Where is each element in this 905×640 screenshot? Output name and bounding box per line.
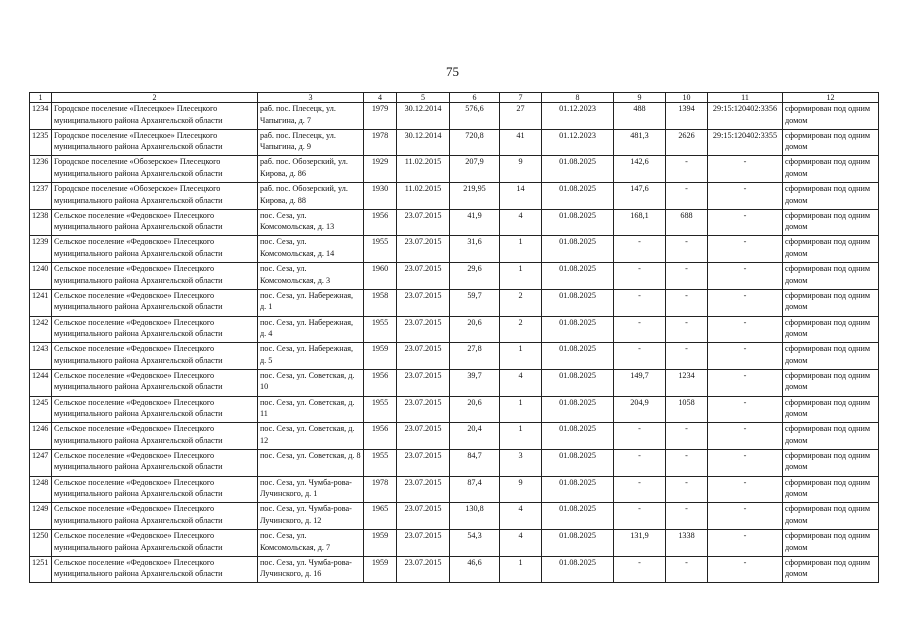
cell-residents: 2 <box>500 289 542 316</box>
table-row <box>30 343 879 370</box>
cell-year-built: 1956 <box>364 369 397 396</box>
page-number: 75 <box>446 64 459 79</box>
cell-residents: 1 <box>500 263 542 290</box>
cell-residents: 1 <box>500 423 542 450</box>
cell-area: 130,8 <box>450 503 500 530</box>
cell-land-status: сформирован под одним домом <box>783 503 879 530</box>
cell-date-recognized: 23.07.2015 <box>397 343 450 370</box>
cell-residents: 4 <box>500 503 542 530</box>
table-row <box>30 530 879 557</box>
column-header-9: 9 <box>614 93 666 103</box>
cell-year-built: 1955 <box>364 316 397 343</box>
cell-address: раб. пос. Обозерский, ул. Кирова, д. 86 <box>258 156 364 183</box>
cell-address: пос. Сеза, ул. Чумба-рова-Лучинского, д. 12 <box>258 503 364 530</box>
cell-land-status: сформирован под одним домом <box>783 396 879 423</box>
table-row <box>30 556 879 583</box>
cell-planned-date: 01.08.2025 <box>542 423 614 450</box>
column-header-10: 10 <box>666 93 708 103</box>
cell-municipality: Сельское поселение «Федовское» Плесецкого муниципального района Архангельской области <box>52 369 258 396</box>
cell-cadastral-value: 1234 <box>666 369 708 396</box>
cell-residents: 1 <box>500 396 542 423</box>
cell-cadastral-number: - <box>708 263 783 290</box>
cell-cadastral-value: - <box>666 556 708 583</box>
column-header-7: 7 <box>500 93 542 103</box>
table-row <box>30 369 879 396</box>
column-header-4: 4 <box>364 93 397 103</box>
cell-address: пос. Сеза, ул. Комсомольская, д. 13 <box>258 209 364 236</box>
cell-municipality: Сельское поселение «Федовское» Плесецкого муниципального района Архангельской области <box>52 343 258 370</box>
table-row <box>30 289 879 316</box>
cell-year-built: 1978 <box>364 476 397 503</box>
cell-land-status: сформирован под одним домом <box>783 236 879 263</box>
cell-row-number: 1249 <box>30 503 52 530</box>
cell-municipality: Городское поселение «Обозерское» Плесецкого муниципального района Архангельской области <box>52 183 258 210</box>
cell-area: 576,6 <box>450 103 500 130</box>
cell-cadastral-value: - <box>666 423 708 450</box>
table-row <box>30 103 879 130</box>
cell-address: пос. Сеза, ул. Набережная, д. 1 <box>258 289 364 316</box>
cell-date-recognized: 30.12.2014 <box>397 129 450 156</box>
cell-planned-date: 01.08.2025 <box>542 263 614 290</box>
cell-planned-date: 01.08.2025 <box>542 396 614 423</box>
cell-cadastral-number: - <box>708 396 783 423</box>
cell-planned-date: 01.08.2025 <box>542 556 614 583</box>
cell-address: раб. пос. Плесецк, ул. Чапыгина, д. 9 <box>258 129 364 156</box>
cell-planned-date: 01.08.2025 <box>542 289 614 316</box>
table-row <box>30 263 879 290</box>
cell-residents: 4 <box>500 369 542 396</box>
cell-municipality: Городское поселение «Плесецкое» Плесецкого муниципального района Архангельской области <box>52 129 258 156</box>
cell-land-area: - <box>614 263 666 290</box>
cell-row-number: 1240 <box>30 263 52 290</box>
cell-date-recognized: 23.07.2015 <box>397 209 450 236</box>
cell-land-area: 142,6 <box>614 156 666 183</box>
cell-date-recognized: 23.07.2015 <box>397 503 450 530</box>
cell-cadastral-number: - <box>708 183 783 210</box>
cell-date-recognized: 11.02.2015 <box>397 183 450 210</box>
table-row <box>30 423 879 450</box>
cell-cadastral-value: - <box>666 263 708 290</box>
cell-year-built: 1959 <box>364 530 397 557</box>
cell-year-built: 1955 <box>364 236 397 263</box>
cell-row-number: 1237 <box>30 183 52 210</box>
cell-planned-date: 01.08.2025 <box>542 156 614 183</box>
cell-address: пос. Сеза, ул. Набережная, д. 5 <box>258 343 364 370</box>
cell-land-area: - <box>614 236 666 263</box>
cell-residents: 3 <box>500 449 542 476</box>
cell-municipality: Сельское поселение «Федовское» Плесецкого муниципального района Архангельской области <box>52 556 258 583</box>
cell-land-status: сформирован под одним домом <box>783 183 879 210</box>
cell-planned-date: 01.08.2025 <box>542 530 614 557</box>
cell-date-recognized: 23.07.2015 <box>397 530 450 557</box>
cell-row-number: 1242 <box>30 316 52 343</box>
cell-row-number: 1246 <box>30 423 52 450</box>
cell-area: 219,95 <box>450 183 500 210</box>
cell-cadastral-number: - <box>708 236 783 263</box>
cell-row-number: 1235 <box>30 129 52 156</box>
cell-cadastral-number: 29:15:120402:3356 <box>708 103 783 130</box>
cell-residents: 4 <box>500 530 542 557</box>
cell-land-status: сформирован под одним домом <box>783 103 879 130</box>
cell-planned-date: 01.08.2025 <box>542 316 614 343</box>
cell-residents: 14 <box>500 183 542 210</box>
cell-residents: 1 <box>500 343 542 370</box>
cell-area: 46,6 <box>450 556 500 583</box>
cell-cadastral-value: - <box>666 503 708 530</box>
cell-cadastral-value: 1394 <box>666 103 708 130</box>
cell-cadastral-value: - <box>666 236 708 263</box>
cell-address: пос. Сеза, ул. Комсомольская, д. 14 <box>258 236 364 263</box>
cell-land-status: сформирован под одним домом <box>783 129 879 156</box>
cell-address: пос. Сеза, ул. Советская, д. 11 <box>258 396 364 423</box>
cell-area: 87,4 <box>450 476 500 503</box>
cell-date-recognized: 23.07.2015 <box>397 476 450 503</box>
cell-municipality: Сельское поселение «Федовское» Плесецкого муниципального района Архангельской области <box>52 449 258 476</box>
cell-address: пос. Сеза, ул. Советская, д. 8 <box>258 449 364 476</box>
cell-municipality: Сельское поселение «Федовское» Плесецкого муниципального района Архангельской области <box>52 316 258 343</box>
table-row <box>30 183 879 210</box>
cell-year-built: 1955 <box>364 396 397 423</box>
table-row <box>30 156 879 183</box>
cell-municipality: Городское поселение «Плесецкое» Плесецкого муниципального района Архангельской области <box>52 103 258 130</box>
cell-date-recognized: 23.07.2015 <box>397 396 450 423</box>
cell-land-area: - <box>614 423 666 450</box>
column-header-1: 1 <box>30 93 52 103</box>
table-row <box>30 396 879 423</box>
cell-residents: 4 <box>500 209 542 236</box>
cell-cadastral-number: - <box>708 369 783 396</box>
cell-land-status: сформирован под одним домом <box>783 209 879 236</box>
cell-area: 41,9 <box>450 209 500 236</box>
cell-planned-date: 01.08.2025 <box>542 236 614 263</box>
cell-land-area: 147,6 <box>614 183 666 210</box>
cell-land-area: - <box>614 476 666 503</box>
cell-municipality: Сельское поселение «Федовское» Плесецкого муниципального района Архангельской области <box>52 236 258 263</box>
cell-cadastral-value: - <box>666 156 708 183</box>
cell-land-area: 149,7 <box>614 369 666 396</box>
cell-municipality: Сельское поселение «Федовское» Плесецкого муниципального района Архангельской области <box>52 263 258 290</box>
cell-cadastral-number: 29:15:120402:3355 <box>708 129 783 156</box>
cell-municipality: Сельское поселение «Федовское» Плесецкого муниципального района Архангельской области <box>52 423 258 450</box>
cell-cadastral-value: - <box>666 183 708 210</box>
cell-residents: 2 <box>500 316 542 343</box>
cell-planned-date: 01.08.2025 <box>542 209 614 236</box>
cell-land-area: 204,9 <box>614 396 666 423</box>
cell-year-built: 1959 <box>364 343 397 370</box>
column-header-6: 6 <box>450 93 500 103</box>
cell-address: пос. Сеза, ул. Набережная, д. 4 <box>258 316 364 343</box>
cell-address: раб. пос. Плесецк, ул. Чапыгина, д. 7 <box>258 103 364 130</box>
cell-area: 207,9 <box>450 156 500 183</box>
cell-address: раб. пос. Обозерский, ул. Кирова, д. 88 <box>258 183 364 210</box>
cell-address: пос. Сеза, ул. Чумба-рова-Лучинского, д. 1 <box>258 476 364 503</box>
cell-area: 720,8 <box>450 129 500 156</box>
cell-row-number: 1243 <box>30 343 52 370</box>
cell-cadastral-number: - <box>708 343 783 370</box>
table-row <box>30 316 879 343</box>
register-table <box>29 92 879 583</box>
cell-land-status: сформирован под одним домом <box>783 449 879 476</box>
cell-planned-date: 01.12.2023 <box>542 103 614 130</box>
cell-residents: 9 <box>500 476 542 503</box>
cell-date-recognized: 11.02.2015 <box>397 156 450 183</box>
cell-land-status: сформирован под одним домом <box>783 343 879 370</box>
cell-row-number: 1234 <box>30 103 52 130</box>
cell-date-recognized: 23.07.2015 <box>397 369 450 396</box>
cell-residents: 27 <box>500 103 542 130</box>
cell-date-recognized: 23.07.2015 <box>397 556 450 583</box>
table-row <box>30 449 879 476</box>
cell-cadastral-value: - <box>666 343 708 370</box>
cell-date-recognized: 30.12.2014 <box>397 103 450 130</box>
cell-land-area: 481,3 <box>614 129 666 156</box>
cell-date-recognized: 23.07.2015 <box>397 449 450 476</box>
cell-land-status: сформирован под одним домом <box>783 369 879 396</box>
table-header-row <box>30 93 879 103</box>
cell-row-number: 1248 <box>30 476 52 503</box>
cell-planned-date: 01.08.2025 <box>542 503 614 530</box>
cell-cadastral-number: - <box>708 209 783 236</box>
cell-cadastral-value: - <box>666 449 708 476</box>
cell-planned-date: 01.12.2023 <box>542 129 614 156</box>
cell-cadastral-number: - <box>708 556 783 583</box>
table-row <box>30 476 879 503</box>
cell-land-status: сформирован под одним домом <box>783 476 879 503</box>
cell-row-number: 1236 <box>30 156 52 183</box>
cell-area: 27,8 <box>450 343 500 370</box>
cell-land-status: сформирован под одним домом <box>783 316 879 343</box>
cell-municipality: Городское поселение «Обозерское» Плесецкого муниципального района Архангельской области <box>52 156 258 183</box>
cell-land-area: - <box>614 289 666 316</box>
cell-area: 29,6 <box>450 263 500 290</box>
cell-residents: 41 <box>500 129 542 156</box>
table-row <box>30 129 879 156</box>
cell-area: 20,4 <box>450 423 500 450</box>
cell-date-recognized: 23.07.2015 <box>397 289 450 316</box>
cell-date-recognized: 23.07.2015 <box>397 236 450 263</box>
cell-cadastral-value: - <box>666 289 708 316</box>
cell-address: пос. Сеза, ул. Советская, д. 12 <box>258 423 364 450</box>
cell-cadastral-number: - <box>708 156 783 183</box>
cell-residents: 9 <box>500 156 542 183</box>
cell-row-number: 1245 <box>30 396 52 423</box>
cell-municipality: Сельское поселение «Федовское» Плесецкого муниципального района Архангельской области <box>52 476 258 503</box>
cell-land-status: сформирован под одним домом <box>783 530 879 557</box>
cell-cadastral-number: - <box>708 316 783 343</box>
cell-year-built: 1930 <box>364 183 397 210</box>
cell-address: пос. Сеза, ул. Советская, д. 10 <box>258 369 364 396</box>
cell-address: пос. Сеза, ул. Комсомольская, д. 3 <box>258 263 364 290</box>
cell-land-status: сформирован под одним домом <box>783 423 879 450</box>
cell-row-number: 1238 <box>30 209 52 236</box>
cell-land-area: 168,1 <box>614 209 666 236</box>
cell-row-number: 1250 <box>30 530 52 557</box>
cell-cadastral-number: - <box>708 289 783 316</box>
cell-cadastral-value: 1338 <box>666 530 708 557</box>
cell-year-built: 1956 <box>364 209 397 236</box>
cell-area: 84,7 <box>450 449 500 476</box>
cell-municipality: Сельское поселение «Федовское» Плесецкого муниципального района Архангельской области <box>52 530 258 557</box>
cell-planned-date: 01.08.2025 <box>542 449 614 476</box>
cell-year-built: 1956 <box>364 423 397 450</box>
cell-planned-date: 01.08.2025 <box>542 369 614 396</box>
column-header-12: 12 <box>783 93 879 103</box>
cell-cadastral-value: 2626 <box>666 129 708 156</box>
cell-cadastral-number: - <box>708 449 783 476</box>
cell-address: пос. Сеза, ул. Комсомольская, д. 7 <box>258 530 364 557</box>
cell-row-number: 1239 <box>30 236 52 263</box>
table-row <box>30 209 879 236</box>
cell-year-built: 1978 <box>364 129 397 156</box>
column-header-3: 3 <box>258 93 364 103</box>
cell-area: 20,6 <box>450 396 500 423</box>
cell-municipality: Сельское поселение «Федовское» Плесецкого муниципального района Архангельской области <box>52 209 258 236</box>
cell-municipality: Сельское поселение «Федовское» Плесецкого муниципального района Архангельской области <box>52 396 258 423</box>
cell-land-area: - <box>614 316 666 343</box>
cell-year-built: 1960 <box>364 263 397 290</box>
cell-land-area: - <box>614 449 666 476</box>
cell-year-built: 1958 <box>364 289 397 316</box>
cell-cadastral-value: - <box>666 316 708 343</box>
cell-year-built: 1965 <box>364 503 397 530</box>
cell-row-number: 1244 <box>30 369 52 396</box>
cell-cadastral-value: - <box>666 476 708 503</box>
cell-year-built: 1929 <box>364 156 397 183</box>
cell-row-number: 1241 <box>30 289 52 316</box>
cell-land-area: - <box>614 503 666 530</box>
cell-cadastral-value: 1058 <box>666 396 708 423</box>
column-header-2: 2 <box>52 93 258 103</box>
table-row <box>30 236 879 263</box>
cell-area: 31,6 <box>450 236 500 263</box>
cell-municipality: Сельское поселение «Федовское» Плесецкого муниципального района Архангельской области <box>52 503 258 530</box>
cell-land-status: сформирован под одним домом <box>783 289 879 316</box>
cell-date-recognized: 23.07.2015 <box>397 316 450 343</box>
cell-year-built: 1959 <box>364 556 397 583</box>
cell-residents: 1 <box>500 556 542 583</box>
cell-area: 20,6 <box>450 316 500 343</box>
cell-cadastral-value: 688 <box>666 209 708 236</box>
cell-area: 39,7 <box>450 369 500 396</box>
cell-area: 59,7 <box>450 289 500 316</box>
cell-cadastral-number: - <box>708 476 783 503</box>
cell-land-status: сформирован под одним домом <box>783 556 879 583</box>
column-header-5: 5 <box>397 93 450 103</box>
cell-year-built: 1979 <box>364 103 397 130</box>
cell-date-recognized: 23.07.2015 <box>397 263 450 290</box>
cell-cadastral-number: - <box>708 423 783 450</box>
cell-land-status: сформирован под одним домом <box>783 263 879 290</box>
cell-planned-date: 01.08.2025 <box>542 476 614 503</box>
cell-area: 54,3 <box>450 530 500 557</box>
column-header-8: 8 <box>542 93 614 103</box>
cell-land-area: 488 <box>614 103 666 130</box>
table-row <box>30 503 879 530</box>
column-header-11: 11 <box>708 93 783 103</box>
cell-row-number: 1247 <box>30 449 52 476</box>
cell-date-recognized: 23.07.2015 <box>397 423 450 450</box>
table-body <box>30 103 879 583</box>
cell-cadastral-number: - <box>708 503 783 530</box>
cell-land-area: 131,9 <box>614 530 666 557</box>
cell-cadastral-number: - <box>708 530 783 557</box>
cell-year-built: 1955 <box>364 449 397 476</box>
cell-address: пос. Сеза, ул. Чумба-рова-Лучинского, д. 16 <box>258 556 364 583</box>
cell-municipality: Сельское поселение «Федовское» Плесецкого муниципального района Архангельской области <box>52 289 258 316</box>
cell-land-area: - <box>614 556 666 583</box>
cell-residents: 1 <box>500 236 542 263</box>
cell-land-status: сформирован под одним домом <box>783 156 879 183</box>
cell-planned-date: 01.08.2025 <box>542 343 614 370</box>
cell-land-area: - <box>614 343 666 370</box>
cell-row-number: 1251 <box>30 556 52 583</box>
cell-planned-date: 01.08.2025 <box>542 183 614 210</box>
